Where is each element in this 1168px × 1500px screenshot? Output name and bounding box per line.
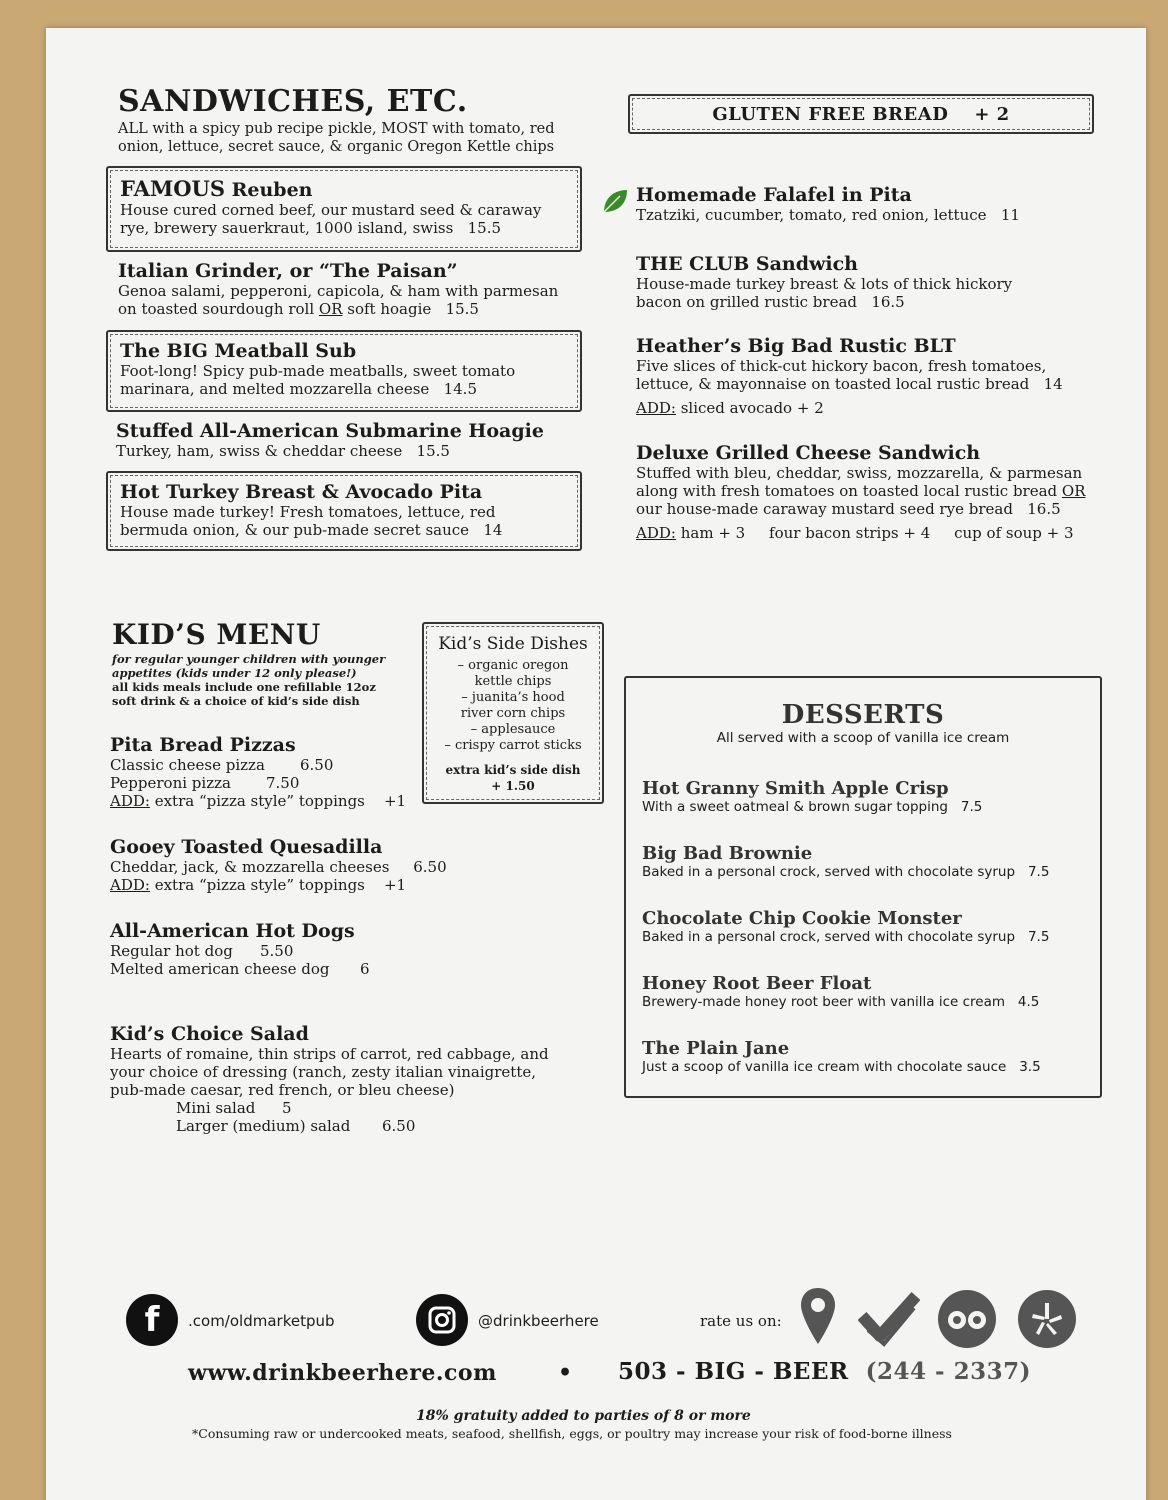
hoagie-item (116, 420, 544, 460)
extra-side-price: + 1.50 (491, 779, 535, 793)
pita-name: Pita Bread Pizzas (110, 734, 296, 756)
dessert-item (642, 973, 1082, 1038)
meatball-desc: Foot-long! Spicy pub-made meatballs, sweet tomato (120, 362, 516, 380)
desserts-title: DESSERTS (781, 700, 945, 730)
meatball-price: 14.5 (443, 380, 477, 398)
salad-opt2 (110, 1117, 590, 1135)
dessert-name: Big Bad Brownie (642, 843, 813, 864)
sandwiches-intro (118, 120, 555, 156)
blt-price: 14 (1043, 375, 1063, 393)
hotdogs-opt2 (110, 960, 440, 978)
salad-opt-price: 5 (282, 1099, 292, 1117)
falafel-item (636, 184, 1020, 224)
dessert-desc: Brewery-made honey root beer with vanilla ice cream (642, 994, 1006, 1010)
pita-opt-price: 7.50 (266, 774, 300, 792)
meatball-desc-line: marinara, and melted mozzarella cheese (120, 380, 430, 398)
salad-opt-price: 6.50 (382, 1117, 416, 1135)
grilled-item (636, 442, 1086, 542)
hotdogs-opt-label: Melted american cheese dog (110, 960, 330, 978)
turkey-name: Hot Turkey Breast & Avocado Pita (120, 481, 483, 503)
quesadilla-price: 6.50 (413, 858, 447, 876)
side-item: – applesauce (470, 722, 556, 737)
meatball-name: The BIG Meatball Sub (120, 340, 357, 362)
kids-note-line: for regular younger children with younger (112, 652, 386, 666)
grilled-add-label: ADD: (636, 524, 676, 542)
kids-sides-box (422, 622, 604, 804)
dessert-price: 3.5 (1019, 1059, 1041, 1075)
pita-add-text: extra “pizza style” toppings (149, 792, 365, 810)
dessert-item (642, 843, 1082, 908)
pita-add-label: ADD: (110, 792, 150, 810)
blt-add-text: sliced avocado + 2 (675, 399, 824, 417)
italian-item (118, 260, 558, 318)
facebook-icon[interactable]: f (126, 1294, 178, 1346)
dessert-desc: With a sweet oatmeal & brown sugar topping (642, 799, 949, 815)
grilled-add (636, 524, 1086, 542)
instagram-handle[interactable]: @drinkbeerhere (478, 1312, 599, 1330)
reuben-desc2 (120, 219, 568, 237)
blt-add (636, 399, 1063, 417)
dessert-price: 4.5 (1017, 994, 1040, 1010)
salad-desc: Hearts of romaine, thin strips of carrot, red cabbage, and (110, 1045, 549, 1063)
hoagie-desc-line: Turkey, ham, swiss & cheddar cheese (116, 442, 403, 460)
reuben-name-bold: FAMOUS (120, 176, 225, 201)
italian-desc: Genoa salami, pepperoni, capicola, & ham with parmesan (118, 282, 559, 300)
falafel-name: Homemade Falafel in Pita (636, 184, 912, 206)
website-link[interactable]: www.drinkbeerhere.com (188, 1360, 497, 1386)
menu-page (46, 28, 1146, 1500)
side-item: river corn chips (460, 706, 566, 721)
quesadilla-name: Gooey Toasted Quesadilla (110, 836, 383, 858)
footer-bullet: • (558, 1360, 573, 1386)
italian-desc2 (118, 300, 558, 318)
dessert-price: 7.5 (960, 799, 983, 815)
salad-item (110, 1023, 590, 1135)
gratuity-note: 18% gratuity added to parties of 8 or more (416, 1408, 751, 1424)
blt-desc: Five slices of thick-cut hickory bacon, fresh tomatoes, (636, 357, 1047, 375)
italian-price: 15.5 (445, 300, 479, 318)
quesadilla-desc (110, 858, 510, 876)
blt-add-label: ADD: (636, 399, 676, 417)
salad-opt-label: Larger (medium) salad (176, 1117, 351, 1135)
pita-opt1 (110, 756, 440, 774)
club-name: THE CLUB Sandwich (636, 253, 858, 275)
meatball-desc2 (120, 380, 568, 398)
reuben-name (120, 176, 568, 201)
grilled-desc3 (636, 500, 1086, 518)
blt-desc2 (636, 375, 1063, 393)
grilled-price: 16.5 (1027, 500, 1061, 518)
pita-item (110, 734, 440, 810)
side-item: kettle chips (474, 674, 552, 689)
hotdogs-opt-label: Regular hot dog (110, 942, 233, 960)
dessert-price: 7.5 (1027, 864, 1050, 880)
dessert-price: 7.5 (1027, 929, 1050, 945)
salad-desc: your choice of dressing (ranch, zesty italian vinaigrette, (110, 1063, 536, 1081)
salad-name: Kid’s Choice Salad (110, 1023, 309, 1045)
pita-opt-label: Classic cheese pizza (110, 756, 265, 774)
salad-desc: pub-made caesar, red french, or bleu cheese) (110, 1081, 455, 1099)
reuben-name-rest: Reuben (225, 179, 313, 201)
quesadilla-add-label: ADD: (110, 876, 150, 894)
desserts-list (642, 778, 1082, 1103)
dessert-name: Hot Granny Smith Apple Crisp (642, 778, 949, 799)
grilled-desc-line: our house-made caraway mustard seed rye bread (636, 500, 1013, 518)
dessert-desc: Just a scoop of vanilla ice cream with chocolate sauce (642, 1059, 1007, 1075)
club-price: 16.5 (871, 293, 905, 311)
pita-opt2 (110, 774, 440, 792)
foursquare-check-icon[interactable] (858, 1286, 920, 1352)
rate-us-label: rate us on: (700, 1312, 782, 1330)
reuben-price: 15.5 (467, 219, 502, 237)
desserts-box (624, 676, 1102, 1098)
instagram-icon[interactable] (416, 1294, 468, 1346)
kids-sides-title: Kid’s Side Dishes (438, 634, 588, 654)
kids-note-line: soft drink & a choice of kid’s side dish (112, 694, 360, 708)
dessert-desc: Baked in a personal crock, served with chocolate syrup (642, 864, 1016, 880)
map-pin-icon[interactable] (798, 1286, 838, 1352)
hotdogs-opt1 (110, 942, 440, 960)
club-desc2 (636, 293, 1012, 311)
yelp-icon[interactable] (1018, 1290, 1076, 1348)
dessert-name: The Plain Jane (642, 1038, 790, 1059)
reuben-desc-line: rye, brewery sauerkraut, 1000 island, swiss (120, 219, 454, 237)
grilled-desc: Stuffed with bleu, cheddar, swiss, mozzarella, & parmesan (636, 464, 1083, 482)
dessert-desc: Baked in a personal crock, served with chocolate syrup (642, 929, 1016, 945)
italian-name: Italian Grinder, or “The Paisan” (118, 260, 458, 282)
blt-desc-line: lettuce, & mayonnaise on toasted local rustic bread (636, 375, 1030, 393)
dessert-item (642, 1038, 1082, 1103)
tripadvisor-icon[interactable] (938, 1290, 996, 1348)
side-item: – organic oregon (457, 658, 569, 673)
meatball-box (106, 330, 582, 412)
grilled-desc2 (636, 482, 1086, 500)
side-item: – juanita’s hood (461, 690, 565, 705)
pita-opt-price: 6.50 (300, 756, 334, 774)
desserts-subtitle: All served with a scoop of vanilla ice cream (716, 730, 1010, 746)
club-item (636, 253, 1012, 311)
extra-side-label: extra kid’s side dish (445, 763, 581, 777)
hotdogs-opt-price: 6 (360, 960, 370, 978)
turkey-desc2 (120, 521, 568, 539)
facebook-handle[interactable]: .com/oldmarketpub (188, 1312, 335, 1330)
kids-note (112, 652, 385, 708)
hoagie-desc (116, 442, 544, 460)
hotdogs-item (110, 920, 440, 978)
blt-name: Heather’s Big Bad Rustic BLT (636, 335, 956, 357)
hotdogs-opt-price: 5.50 (260, 942, 294, 960)
blt-item (636, 335, 1063, 417)
hoagie-name: Stuffed All-American Submarine Hoagie (116, 420, 544, 442)
pita-add-price: +1 (383, 792, 407, 810)
turkey-price: 14 (483, 521, 503, 539)
gluten-free-box (628, 94, 1094, 134)
italian-or: OR (318, 300, 343, 318)
phone-number[interactable] (618, 1358, 1031, 1385)
salad-opt1 (110, 1099, 590, 1117)
italian-desc-a: on toasted sourdough roll (118, 300, 319, 318)
sandwiches-title: SANDWICHES, ETC. (118, 84, 468, 119)
turkey-desc-line: bermuda onion, & our pub-made secret sauce (120, 521, 470, 539)
quesadilla-add-text: extra “pizza style” toppings (149, 876, 365, 894)
falafel-desc (636, 206, 1020, 224)
intro-line: onion, lettuce, secret sauce, & organic Oregon Kettle chips (118, 139, 555, 155)
italian-desc-b: soft hoagie (342, 300, 432, 318)
dessert-name: Chocolate Chip Cookie Monster (642, 908, 962, 929)
phone-letters: 503 - BIG - BEER (618, 1358, 849, 1385)
kids-note-line: appetites (kids under 12 only please!) (112, 666, 357, 680)
grilled-name: Deluxe Grilled Cheese Sandwich (636, 442, 981, 464)
dessert-item (642, 908, 1082, 973)
quesadilla-add (110, 876, 510, 894)
grilled-desc-a: along with fresh tomatoes on toasted local rustic bread (636, 482, 1062, 500)
dessert-item (642, 778, 1082, 843)
falafel-desc-line: Tzatziki, cucumber, tomato, red onion, lettuce (636, 206, 987, 224)
turkey-desc: House made turkey! Fresh tomatoes, lettuce, red (120, 503, 496, 521)
gluten-free-price: + 2 (974, 103, 1010, 125)
club-desc: House-made turkey breast & lots of thick hickory (636, 275, 1013, 293)
quesadilla-item (110, 836, 510, 894)
quesadilla-add-price: +1 (383, 876, 407, 894)
grilled-add-text: ham + 3 four bacon strips + 4 cup of soup + 3 (675, 524, 1074, 542)
gluten-free-label: GLUTEN FREE BREAD (712, 103, 949, 125)
kids-title: KID’S MENU (112, 618, 321, 651)
pita-add (110, 792, 440, 810)
hoagie-price: 15.5 (416, 442, 450, 460)
phone-digits: (244 - 2337) (865, 1358, 1031, 1385)
reuben-desc: House cured corned beef, our mustard seed & caraway (120, 201, 542, 219)
club-desc-line: bacon on grilled rustic bread (636, 293, 857, 311)
reuben-box (106, 166, 582, 252)
grilled-or: OR (1061, 482, 1086, 500)
salad-opt-label: Mini salad (176, 1099, 256, 1117)
hotdogs-name: All-American Hot Dogs (110, 920, 355, 942)
food-disclaimer: *Consuming raw or undercooked meats, seafood, shellfish, eggs, or poultry may increase your risk of food-borne illness (192, 1426, 952, 1441)
turkey-box (106, 471, 582, 551)
side-item: – crispy carrot sticks (444, 738, 582, 753)
intro-line: ALL with a spicy pub recipe pickle, MOST with tomato, red (118, 121, 555, 137)
vegetarian-leaf-icon (600, 186, 630, 220)
dessert-name: Honey Root Beer Float (642, 973, 872, 994)
quesadilla-desc-line: Cheddar, jack, & mozzarella cheeses (110, 858, 390, 876)
pita-opt-label: Pepperoni pizza (110, 774, 231, 792)
falafel-price: 11 (1000, 206, 1020, 224)
kids-note-line: all kids meals include one refillable 12oz (112, 680, 376, 694)
